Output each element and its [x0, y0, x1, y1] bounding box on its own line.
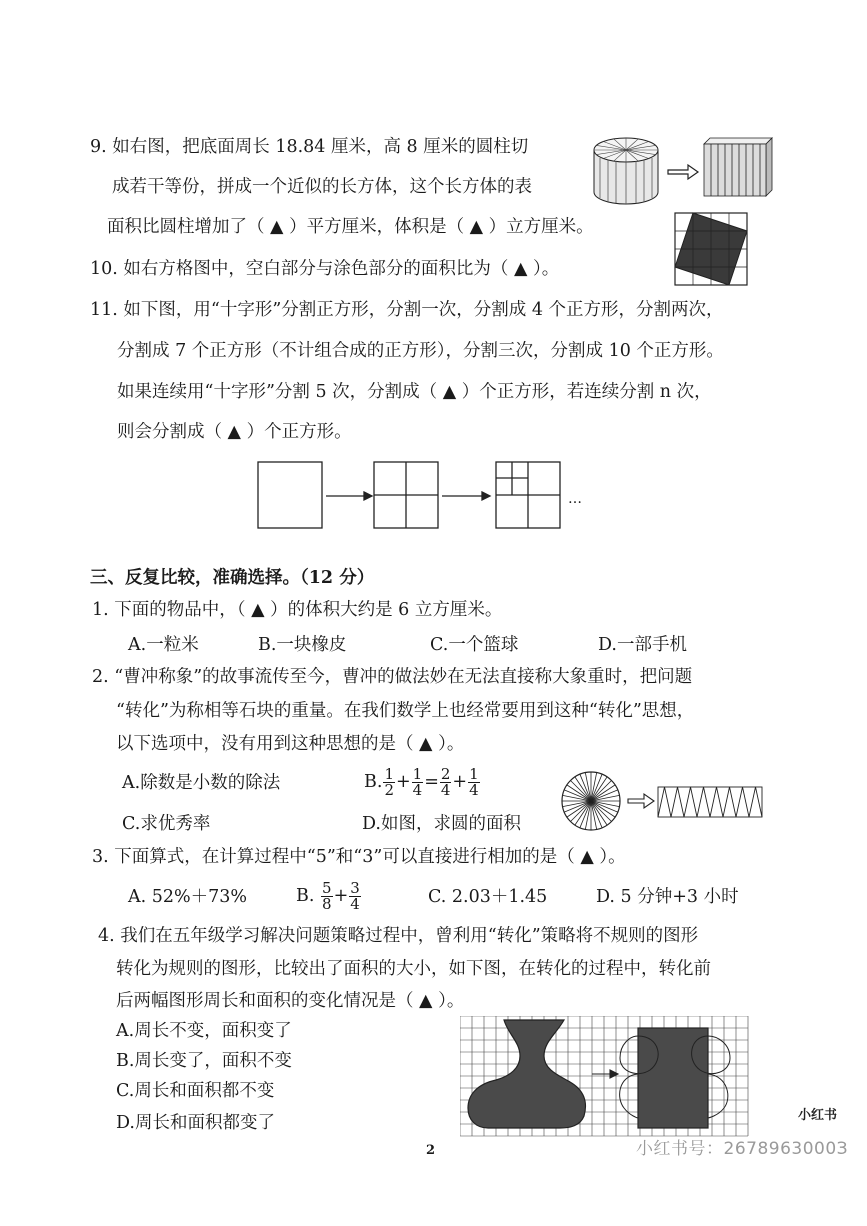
c1-option-a: A.一粒米	[128, 635, 199, 655]
fraction: $\frac{2}{4}$	[440, 765, 451, 799]
c4-option-c: C.周长和面积都不变	[116, 1081, 275, 1101]
c2-option-b: B. $\frac{1}{2}$ + $\frac{1}{4}$ = $\frac{2}{4}$ + $\frac{1}{4}$	[364, 765, 479, 799]
c2-line2: “转化”为称相等石块的重量。在我们数学上也经常要用到这种“转化”思想，	[116, 701, 695, 721]
c3-stem: 3. 下面算式，在计算过程中“5”和“3”可以直接进行相加的是（ ▲ ）。	[92, 847, 626, 867]
fraction: $\frac{1}{4}$	[469, 765, 479, 799]
q9-line3: 面积比圆柱增加了（ ▲ ）平方厘米，体积是（ ▲ ）立方厘米。	[107, 217, 594, 237]
shape-transform-grid-figure	[460, 1016, 750, 1138]
c2-line3: 以下选项中，没有用到这种思想的是（ ▲ ）。	[116, 734, 465, 754]
fraction: $\frac{5}{8}$	[322, 879, 332, 913]
q10-line1: 10. 如右方格图中，空白部分与涂色部分的面积比为（ ▲ ）。	[90, 259, 560, 279]
q11-line3: 如果连续用“十字形”分割 5 次，分割成（ ▲ ）个正方形，若连续分割 n 次，	[117, 382, 712, 402]
c2-option-b-prefix: B.	[364, 772, 383, 792]
c3-option-b: B. $\frac{5}{8}$ + $\frac{3}{4}$	[296, 879, 360, 913]
c4-option-d: D.周长和面积都变了	[116, 1113, 275, 1133]
cylinder-cut-figure	[588, 130, 778, 206]
circle-to-rectangle-figure	[560, 770, 766, 832]
c4-line3: 后两幅图形周长和面积的变化情况是（ ▲ ）。	[116, 991, 465, 1011]
cross-division-figure	[256, 460, 576, 532]
c1-stem: 1. 下面的物品中，（ ▲ ）的体积大约是 6 立方厘米。	[92, 600, 503, 620]
q11-ellipsis: …	[568, 491, 582, 507]
c4-option-b: B.周长变了，面积不变	[116, 1051, 292, 1071]
c3-option-c: C. 2.03＋1.45	[428, 887, 548, 907]
fraction: $\frac{1}{4}$	[412, 765, 423, 799]
fraction: $\frac{3}{4}$	[350, 879, 360, 913]
c1-option-b: B.一块橡皮	[258, 635, 347, 655]
section3-title: 三、反复比较，准确选择。（12 分）	[90, 568, 375, 588]
c2-line1: 2. “曹冲称象”的故事流传至今，曹冲的做法妙在无法直接称大象重时，把问题	[92, 667, 693, 687]
c2-option-c: C.求优秀率	[122, 814, 211, 834]
watermark-brand: 小红书	[798, 1108, 838, 1123]
c2-option-a: A.除数是小数的除法	[122, 773, 281, 793]
q9-line2: 成若干等份，拼成一个近似的长方体，这个长方体的表	[112, 177, 532, 197]
q11-line4: 则会分割成（ ▲ ）个正方形。	[117, 422, 352, 442]
c1-option-c: C.一个篮球	[430, 635, 519, 655]
c1-option-d: D.一部手机	[598, 635, 687, 655]
fraction: $\frac{1}{2}$	[384, 765, 394, 799]
q11-line2: 分割成 7 个正方形（不计组合成的正方形），分割三次，分割成 10 个正方形。	[117, 341, 724, 361]
c4-line1: 4. 我们在五年级学习解决问题策略过程中，曾利用“转化”策略将不规则的图形	[98, 926, 699, 946]
grid-square-figure	[674, 212, 750, 288]
c4-option-a: A.周长不变，面积变了	[116, 1021, 292, 1041]
page-number: 2	[426, 1143, 436, 1158]
c3-option-b-prefix: B.	[296, 886, 315, 906]
q11-line1: 11. 如下图，用“十字形”分割正方形，分割一次，分割成 4 个正方形，分割两次，	[90, 300, 724, 320]
watermark-id: 小红书号：2678963000З	[636, 1139, 849, 1159]
c3-option-d: D. 5 分钟+3 小时	[596, 887, 739, 907]
c3-option-a: A. 52%＋73%	[128, 887, 248, 907]
q9-line1: 9. 如右图，把底面周长 18.84 厘米，高 8 厘米的圆柱切	[90, 137, 529, 157]
c4-line2: 转化为规则的图形，比较出了面积的大小，如下图，在转化的过程中，转化前	[116, 959, 711, 979]
c2-option-d: D.如图，求圆的面积	[362, 814, 521, 834]
